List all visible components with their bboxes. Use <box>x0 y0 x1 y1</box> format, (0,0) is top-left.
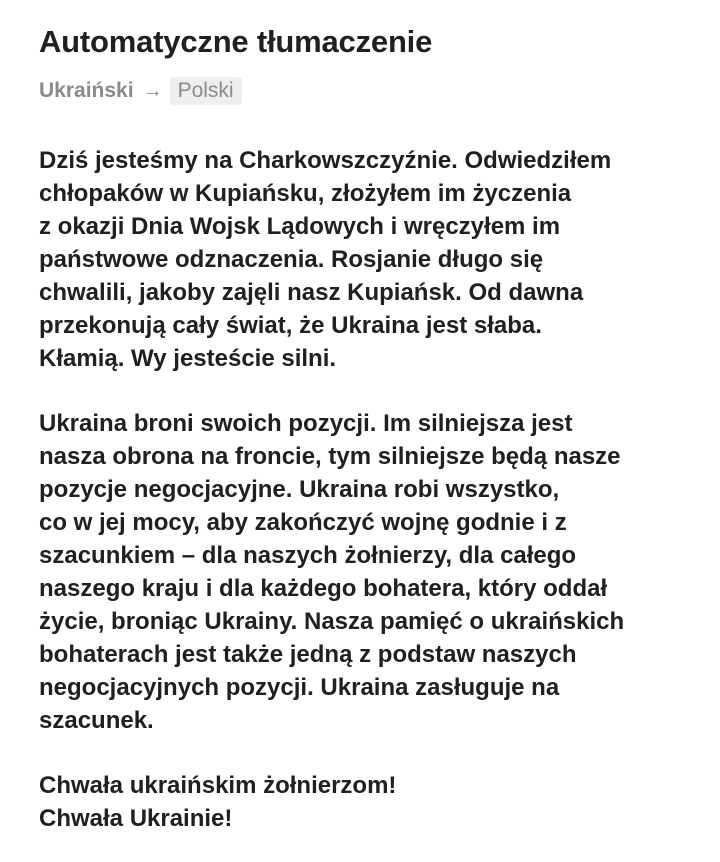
language-pair <box>39 74 690 108</box>
paragraph-2: Ukraina broni swoich pozycji. Im silniejsza jest nasza obrona na froncie, tym silniejsze będą nasze pozycje negocjacyjne. Ukraina robi wszystko, co w jej mocy, aby zakończyć wojnę godnie i z szacunkiem – dla naszych żołnierzy, dla całego naszego kraju i dla każdego bohatera, który oddał życie, broniąc Ukrainy. Nasza pamięć o ukraińskich bohaterach jest także jedną z podstaw naszych negocjacyjnych pozycji. Ukraina zasługuje na szacunek. <box>39 410 625 734</box>
source-language: Ukraiński <box>39 79 134 102</box>
paragraph-3: Chwała ukraińskim żołnierzom! Chwała Ukrainie! <box>39 772 397 832</box>
paragraph-1: Dziś jesteśmy na Charkowszczyźnie. Odwiedziłem chłopaków w Kupiańsku, złożyłem im życzenia z okazji Dnia Wojsk Lądowych i wręczyłem im państwowe odznaczenia. Rosjanie długo się chwalili, jakoby zajęli nasz Kupiańsk. Od dawna przekonują cały świat, że Ukraina jest słaba. Kłamią. Wy jesteście silni. <box>39 147 612 372</box>
target-language-chip[interactable]: Polski <box>170 77 242 105</box>
translated-text <box>39 144 689 835</box>
page-title: Automatyczne tłumaczenie <box>39 24 433 59</box>
arrow-right-icon: → <box>142 79 163 102</box>
